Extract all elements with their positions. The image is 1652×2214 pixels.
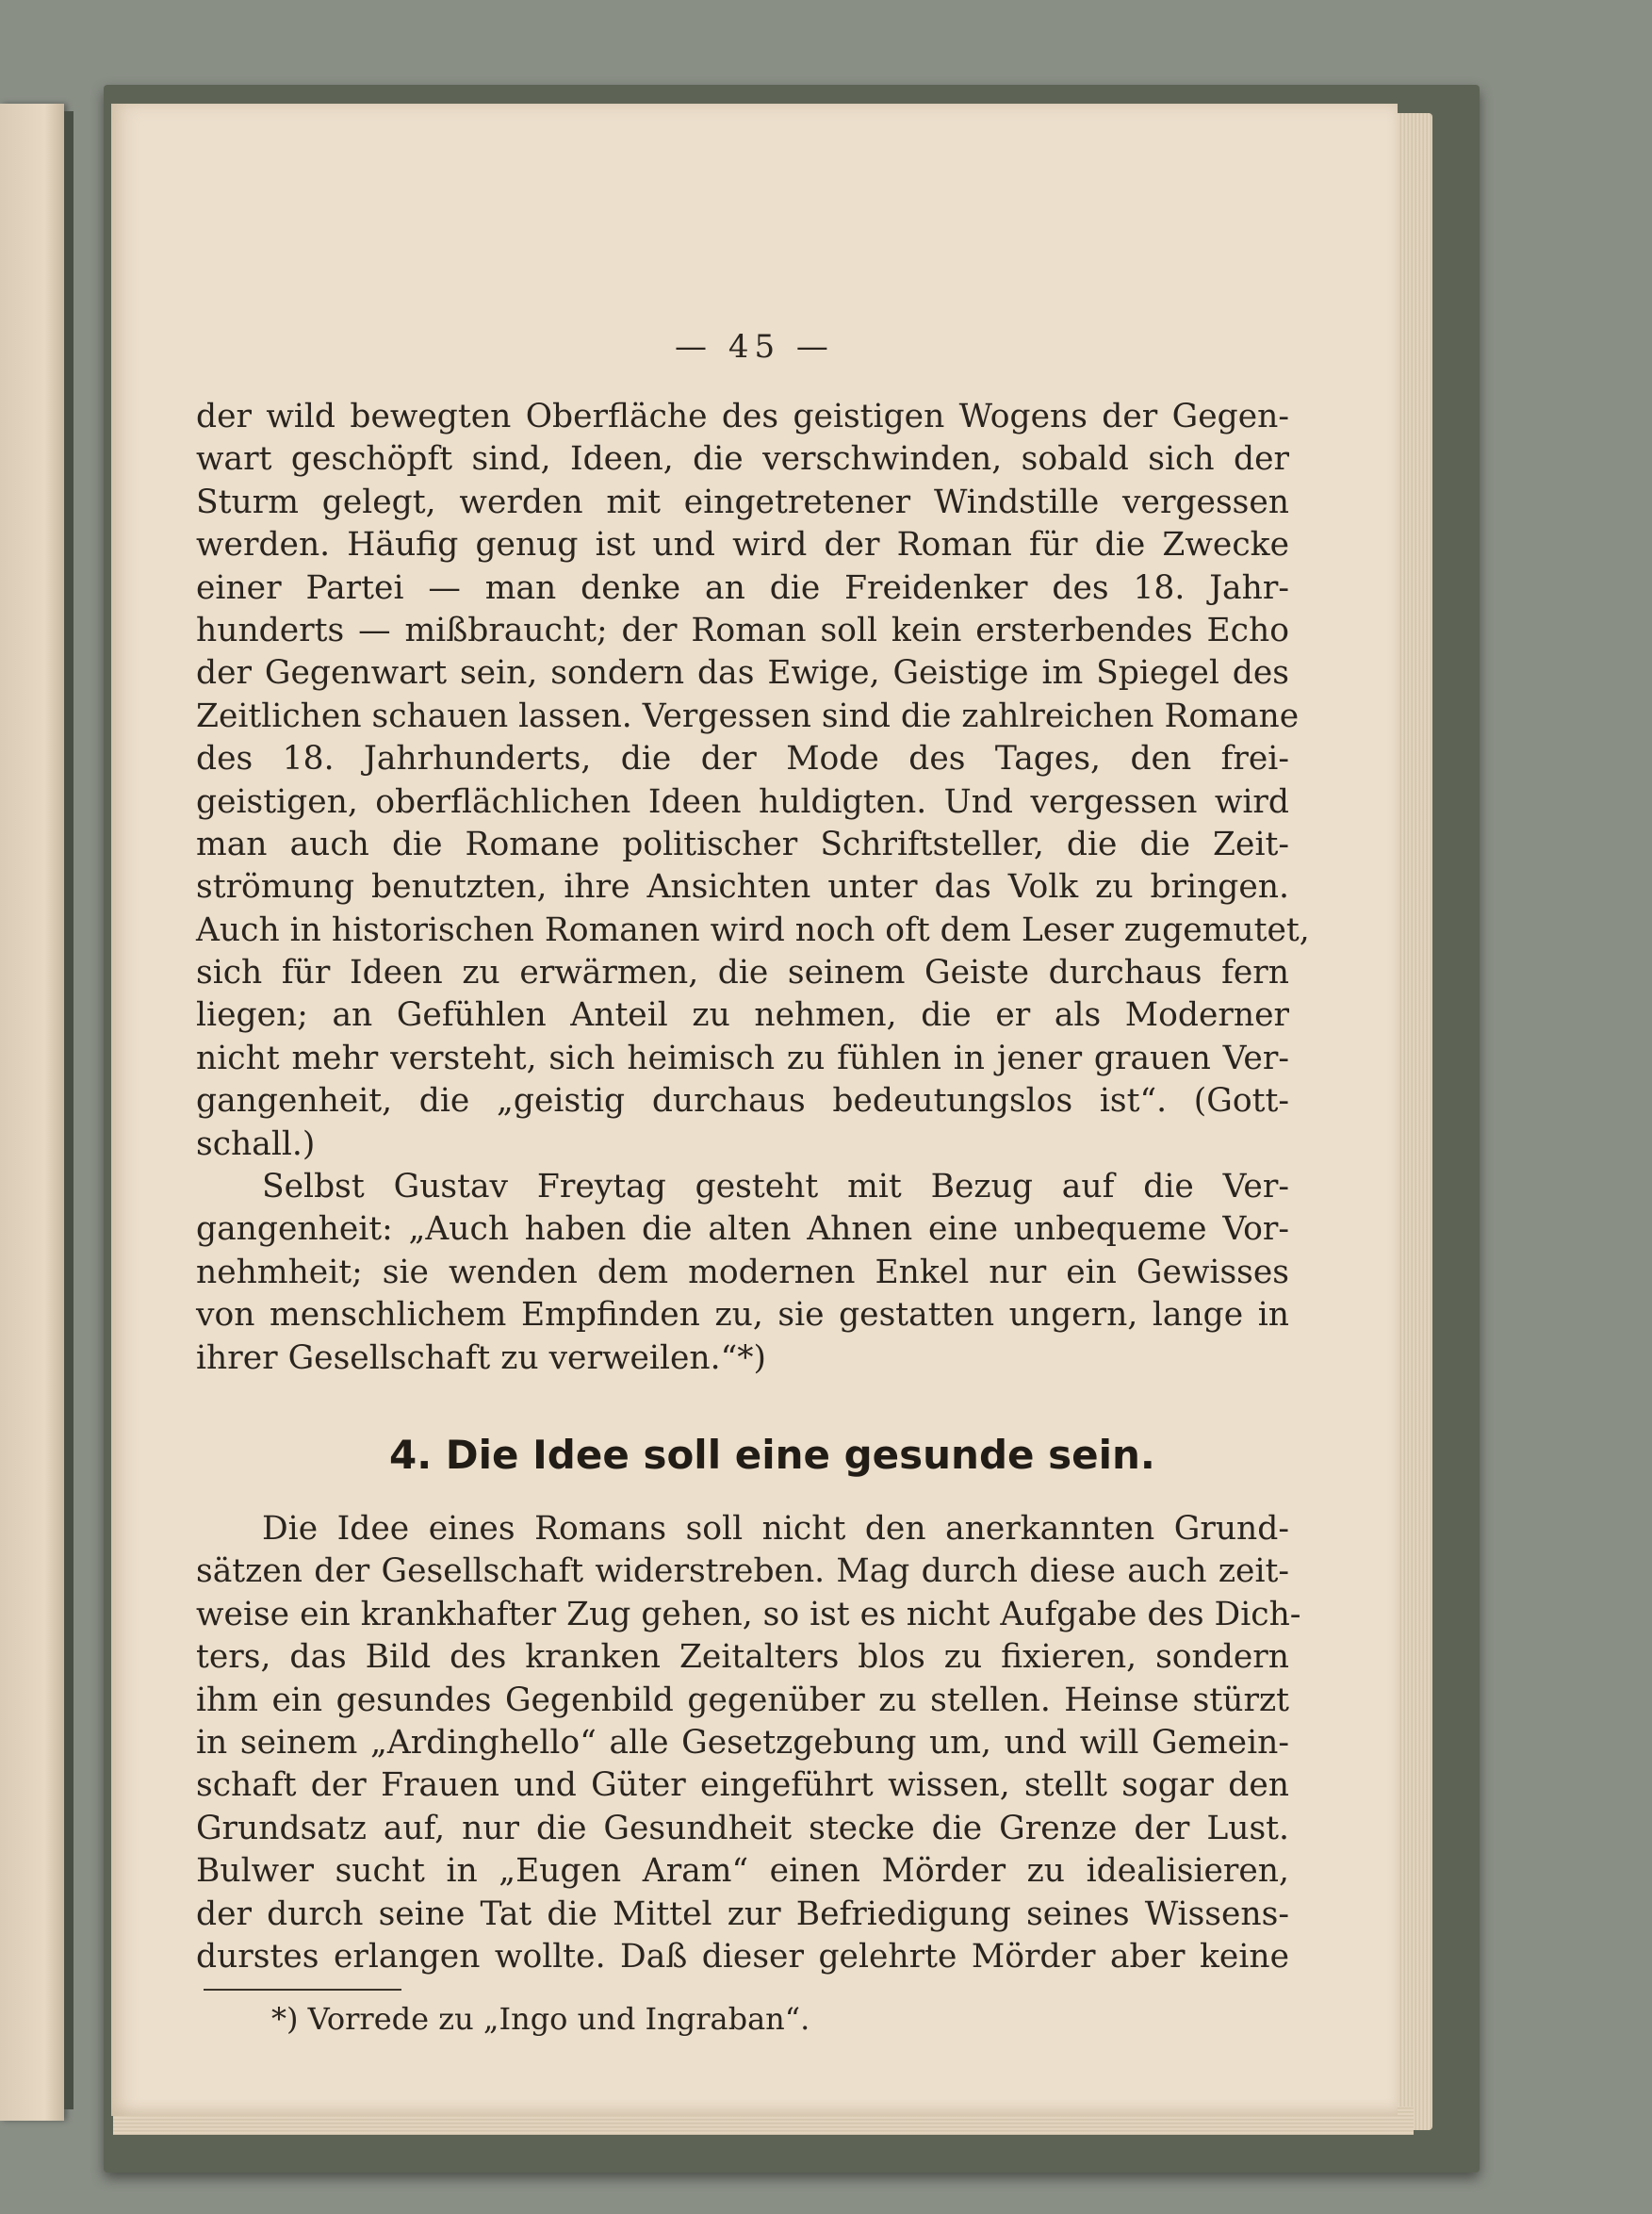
footnote-rule xyxy=(204,1989,401,1991)
page-number: — 45 — xyxy=(675,328,834,366)
text-line: gangenheit, die „geistig durchaus bedeutungslos ist“. (Gott- xyxy=(196,1082,1289,1121)
book-page xyxy=(111,104,1398,2116)
text-line: liegen; an Gefühlen Anteil zu nehmen, die er als Moderner xyxy=(196,996,1289,1035)
text-line: Grundsatz auf, nur die Gesundheit stecke die Grenze der Lust. xyxy=(196,1809,1289,1847)
text-line: ihrer Gesellschaft zu verweilen.“*) xyxy=(196,1338,766,1377)
text-line: Sturm gelegt, werden mit eingetretener Windstille vergessen xyxy=(196,483,1289,521)
text-line: gangenheit: „Auch haben die alten Ahnen eine unbequeme Vor- xyxy=(196,1210,1289,1249)
text-line: schaft der Frauen und Güter eingeführt wissen, stellt sogar den xyxy=(196,1766,1289,1805)
paragraph-1 xyxy=(196,396,1310,1166)
text-line: schall.) xyxy=(196,1124,316,1163)
text-line: durstes erlangen wollte. Daß dieser gelehrte Mörder aber keine xyxy=(196,1937,1289,1976)
paragraph-3 xyxy=(196,1508,1301,1978)
text-line: des 18. Jahrhunderts, die der Mode des Tages, den frei- xyxy=(196,740,1289,779)
text-line: nehmheit; sie wenden dem modernen Enkel nur ein Gewisses xyxy=(196,1253,1289,1291)
text-line: man auch die Romane politischer Schriftsteller, die die Zeit- xyxy=(196,825,1289,863)
text-line: einer Partei — man denke an die Freidenker des 18. Jahr- xyxy=(196,568,1289,607)
text-line: ihm ein gesundes Gegenbild gegenüber zu stellen. Heinse stürzt xyxy=(196,1681,1289,1719)
text-line: ters, das Bild des kranken Zeitalters blos zu fixieren, sondern xyxy=(196,1638,1289,1677)
text-line: Die Idee eines Romans soll nicht den anerkannten Grund- xyxy=(262,1509,1289,1548)
text-line: werden. Häufig genug ist und wird der Roman für die Zwecke xyxy=(196,526,1289,565)
paragraph-2 xyxy=(196,1166,1289,1380)
text-line: Bulwer sucht in „Eugen Aram“ einen Mörder zu idealisieren, xyxy=(196,1852,1289,1891)
text-line: von menschlichem Empfinden zu, sie gestatten ungern, lange in xyxy=(196,1296,1289,1335)
text-line: hunderts — mißbraucht; der Roman soll kein ersterbendes Echo xyxy=(196,611,1289,649)
text-line: Selbst Gustav Freytag gesteht mit Bezug auf die Ver- xyxy=(262,1168,1289,1206)
text-line: der Gegenwart sein, sondern das Ewige, Geistige im Spiegel des xyxy=(196,654,1289,693)
book-gutter xyxy=(64,111,74,2109)
text-line: der durch seine Tat die Mittel zur Befriedigung seines Wissens- xyxy=(196,1894,1289,1933)
text-line: nicht mehr versteht, sich heimisch zu fühlen in jener grauen Ver- xyxy=(196,1039,1289,1077)
text-line: geistigen, oberflächlichen Ideen huldigten. Und vergessen wird xyxy=(196,782,1289,821)
left-page-edge xyxy=(0,104,64,2121)
text-line: wart geschöpft sind, Ideen, die verschwinden, sobald sich der xyxy=(196,440,1289,479)
footnote: *) Vorrede zu „Ingo und Ingraban“. xyxy=(271,2001,810,2037)
text-line: sich für Ideen zu erwärmen, die seinem Geiste durchaus fern xyxy=(196,954,1289,992)
page-text xyxy=(196,396,1310,1978)
text-line: sätzen der Gesellschaft widerstreben. Mag durch diese auch zeit- xyxy=(196,1552,1289,1591)
text-line: in seinem „Ardinghello“ alle Gesetzgebung um, und will Gemein- xyxy=(196,1723,1289,1762)
text-line: strömung benutzten, ihre Ansichten unter das Volk zu bringen. xyxy=(196,868,1289,907)
text-line: der wild bewegten Oberfläche des geistigen Wogens der Gegen- xyxy=(196,398,1289,435)
text-line: Zeitlichen schauen lassen. Vergessen sind die zahlreichen Romane xyxy=(196,697,1300,735)
text-line: Auch in historischen Romanen wird noch oft dem Leser zugemutet, xyxy=(196,910,1310,949)
section-heading: 4. Die Idee soll eine gesunde sein. xyxy=(389,1431,1155,1478)
text-line: weise ein krankhafter Zug gehen, so ist es nicht Aufgabe des Dich- xyxy=(196,1595,1301,1633)
